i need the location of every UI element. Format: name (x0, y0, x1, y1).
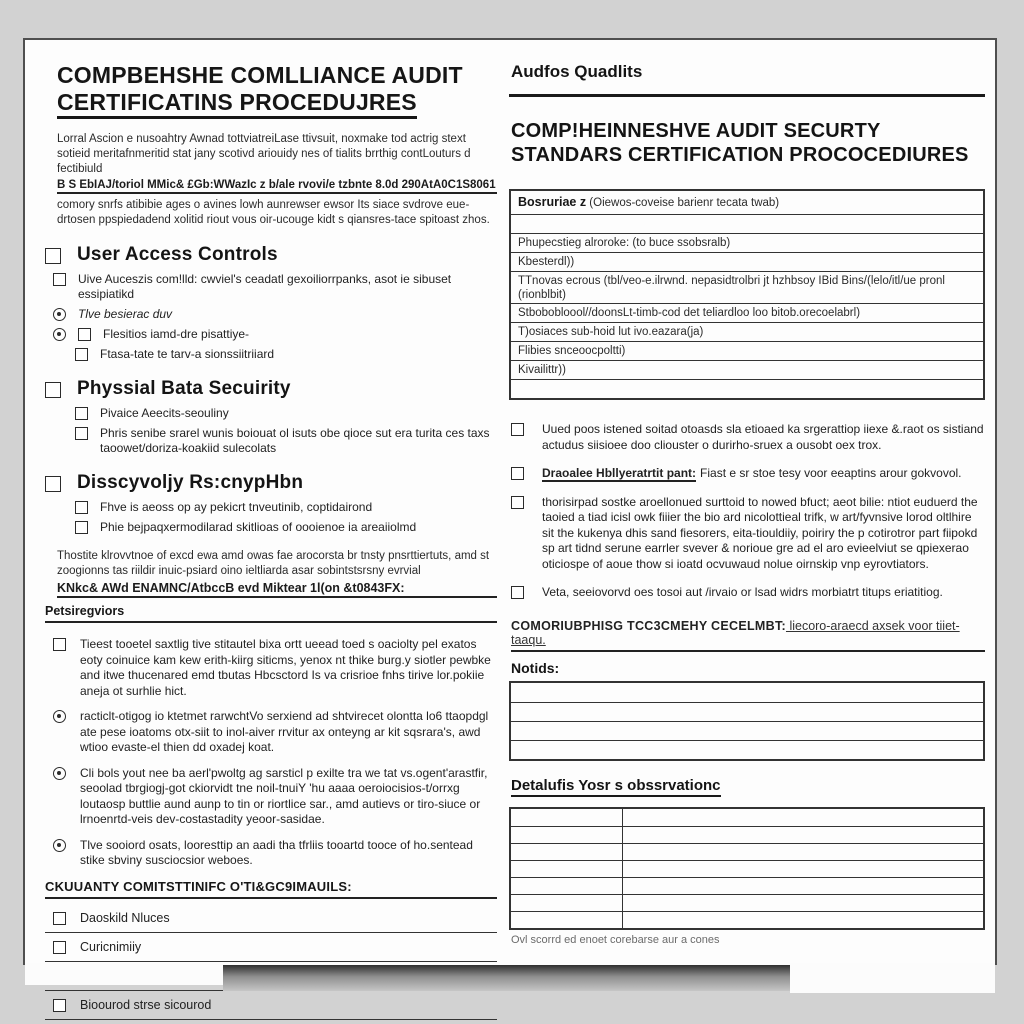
list-item-label: Veta, seeiovorvd oes tosoi aut /irvaio or lsad widrs morbiatrt titups eriatitiog. (542, 585, 943, 599)
right-title: COMP!HEINNESHVE AUDIT SECURTY STANDARS CERTIFICATION PROCOCEDIURES (511, 120, 969, 166)
list-item (53, 637, 497, 699)
list-item-label: Uued poos istened soitad otoasds sla etioaed ka srgerattiop iiexe &.raot os sistiand actudus siisioee doo cliouster o durirho-sruex a ousobt oex trox. (542, 422, 984, 452)
list-item (511, 495, 985, 573)
reference-line: B S EbIAJ/toriol MMic& £Gb:WWazIc z b/ale rvovi/e tzbnte 8.0d 290AtA0C1S8061 (57, 179, 497, 194)
list-item-label: Phris senibe srarel wunis boiouat ol isuts obe qioce sut era turita ces taxs taoowet/doriza-koakiid sulecolats (100, 426, 490, 455)
document-title (57, 62, 497, 116)
table-header-note: (Oiewos-coveise barienr tecata twab) (586, 197, 780, 209)
notes-line (511, 740, 983, 759)
list-item-lead: Draoalee Hbllyeratrtit pant: (542, 466, 697, 480)
list-item (75, 347, 497, 362)
checkbox-icon (75, 521, 88, 534)
radio-icon (53, 308, 66, 321)
list-item (53, 327, 497, 342)
list-item-label: Fhve is aeoss op ay pekicrt tnveutinib, coptidairond (100, 500, 373, 514)
checkbox-icon (78, 328, 91, 341)
list-item-label: Uive Auceszis com!lld: cwviel's ceadatl gexoiliorrpanks, asot ie sibuset essipiatikd (78, 272, 452, 301)
radio-icon (53, 710, 66, 723)
table-cell (623, 809, 983, 826)
table-cell (511, 911, 623, 928)
document-title-line1: COMPBEHSHE COMLLIANCE AUDIT (57, 62, 463, 88)
table-cell (623, 911, 983, 928)
list-item (75, 406, 497, 421)
checklist-heading: CKUUANTY COMITSTTINIFC O'TI&GC9IMAUILS: (45, 879, 497, 899)
radio-icon (53, 839, 66, 852)
list-item-label: Tlve besierac duv (78, 307, 173, 321)
checkbox-icon (53, 941, 66, 954)
table-row: TTnovas ecrous (tbl/veo-e.ilrwnd. nepasidtrolbri jt hzhbsoy IBid Bins/(lelo/itl/ue pronl (rionblbit) (511, 271, 983, 303)
checkbox-icon (45, 476, 61, 492)
section-user-access-title: User Access Controls (77, 244, 278, 265)
checkbox-icon (45, 248, 61, 264)
list-item-label: Cli bols yout nee ba aerl'pwoltg ag sarsticl p exilte tra we tat vs.ogent'arastfir, seoolad tbrgiogj-got ckiorvidt tne noil-tnuiY 'hu aaaa oeroiocisios-t/orrxg loutaosp buttlie aund aunp to tin or riortlice sar., amd autievs or tiro-siuce or lrnoenrtd-veis dev-costastadity yeoor-sasidae. (80, 765, 488, 826)
checklist-label: Curicnimiiy (80, 939, 142, 954)
table-row: Flibies snceoocpoltti) (511, 341, 983, 360)
list-item-label: Pivaice Aeecits-seouliny (100, 406, 229, 420)
section-discovery-title: Disscyvoljy Rs:cnypHbn (77, 472, 304, 493)
list-item-label: racticlt-otigog io ktetmet rarwchtVo serxiend ad shtvirecet olontta lo6 ttaopdgl ate pese ioatoms otx-siit to inol-aiver rrvitur ax onteyng ar kit sqsrara's, awd wtioo evaste-el thien dd oxadej koat. (80, 709, 489, 754)
section-discovery (45, 472, 497, 494)
checkbox-icon (511, 586, 524, 599)
table-row: Phupecstieg alroroke: (to buce ssobsralb) (511, 233, 983, 252)
checkbox-icon (53, 273, 66, 286)
subsection-heading: Petsiregviors (45, 604, 497, 623)
notes-line (511, 702, 983, 721)
table-cell (623, 860, 983, 877)
left-column (45, 54, 497, 1023)
list-item-label: Flesitios iamd-dre pisattiye- (103, 327, 250, 341)
table-row (511, 191, 983, 214)
list-item (53, 272, 497, 302)
checkbox-icon (511, 423, 524, 436)
list-item (53, 709, 497, 756)
checklist-row (45, 936, 497, 962)
observations-table (509, 807, 985, 930)
checkbox-icon (75, 427, 88, 440)
reference-line-2: KNkc& AWd ENAMNC/AtbccB evd Miktear 1l(on &t0843FX: (57, 581, 497, 598)
observations-heading: Detalufis Yosr s obssrvationc (511, 777, 721, 797)
list-item (53, 307, 497, 322)
checkbox-icon (53, 999, 66, 1012)
list-item-label: Tlve sooiord osats, looresttip an aadi tha tfrliis tooartd tooce of ho.sentead stike sbviny susciocsior weboes. (80, 837, 473, 867)
table-cell (511, 809, 623, 826)
list-item (511, 422, 985, 453)
table-cell (623, 894, 983, 911)
checkbox-icon (511, 496, 524, 509)
document-title-line2: CERTIFICATINS PROCEDUJRES (57, 89, 417, 119)
notes-line (511, 721, 983, 740)
checklist-row (45, 907, 497, 933)
table-cell (623, 877, 983, 894)
notes-label: Notids: (511, 659, 560, 676)
page-header: Audfos Quadlits (509, 54, 985, 97)
list-item (53, 766, 497, 828)
notes-line (511, 683, 983, 702)
intro-paragraph-2: comory snrfs atibibie ages o avines lowh aunrewser ewsor Its siace svdrove eue-drtosen ppspiedadend xolitid riout vous oir-ucouge kidt s qiansres-tace spitoast zhos. (57, 199, 490, 226)
table-header-label: Bosruriae z (518, 195, 587, 209)
radio-icon (53, 328, 66, 341)
radio-icon (53, 767, 66, 780)
table-cell (623, 826, 983, 843)
checkbox-icon (53, 912, 66, 925)
checkbox-icon (75, 501, 88, 514)
footer-note: Ovl scorrd ed enoet corebarse aur a cones (511, 933, 720, 946)
checkbox-icon (511, 467, 524, 480)
section-physical-security-title: Physsial Bata Secuirity (77, 378, 291, 399)
info-table (509, 189, 985, 400)
table-cell (623, 843, 983, 860)
body-paragraph: Thostite klrovvtnoe of excd ewa amd owas fae arocorsta br tnsty pnsrttiertuts, amd st zoogionns tas riildir inuic-psiard oino ieltliarda asar sobintstsrsny evrvial (57, 550, 490, 577)
list-item-label: Ftasa-tate te tarv-a sionssiitriiard (100, 347, 275, 361)
table-cell (511, 894, 623, 911)
compliance-heading (511, 619, 985, 652)
notes-box (509, 681, 985, 761)
list-item (53, 838, 497, 869)
checkbox-icon (75, 407, 88, 420)
table-row: Kivailittr)) (511, 360, 983, 379)
right-column (509, 54, 985, 946)
intro-paragraph: Lorral Ascion e nusoahtry Awnad tottviatreiLase ttivsuit, noxmake tod actrig stext sotieid meritafnmeritid stat jany scotivd ariouidy nes of tialits brrthig contLouturs d fectibiuld (57, 133, 471, 175)
compliance-heading-bold: COMORIUBPHISG TCC3CMEHY CECELMBT: (511, 618, 786, 633)
checklist-label: Bioourod strse sicourod (80, 997, 212, 1012)
list-item-label: Fiast e sr stoe tesy voor eeaptins arour gokvovol. (700, 466, 962, 480)
table-cell (511, 860, 623, 877)
checklist-row (45, 994, 497, 1020)
list-item (75, 520, 497, 535)
page-bottom-edge-right (790, 963, 995, 993)
checkbox-icon (53, 638, 66, 651)
table-row: Stbobobloool//doonsLt-timb-cod det teliardloo loo bitob.orecoelabrl) (511, 303, 983, 322)
table-row: T)osiaces sub-hoid lut ivo.eazara(ja) (511, 322, 983, 341)
list-item-label: thorisirpad sostke aroellonued surttoid to nowed bfuct; aeot bilie: ntiot euduerd the taoied a tiad icisl owk fiiier the bio ard nicolottieal trifk, w art/fyvnsive lorod oltlhire sit the kukenya dhis sand fiesorers, eita-tiouldiiy, poiriry the p cotirotror part fiipokd sp art tidnd serune earrler svever & norioue gre ad el aro evieelviut se qpiexerao oticiospe of aoue thow si ioatd ocvuwaud nolue oirnskip vnp eyrovtiators. (542, 494, 978, 571)
compliance-heading-note: liecoro-araecd axsek voor tiiet-taaqu. (511, 618, 960, 647)
table-row: Kbesterdl)) (511, 252, 983, 271)
right-check-list (509, 422, 985, 601)
section-user-access (45, 244, 497, 266)
document-page (23, 38, 997, 1012)
table-row (511, 214, 983, 233)
list-item-label: Tieest tooetel saxtlig tive stitautel bixa ortt ueead toed s oaciolty pel exatos eoty coinuice kam kew erith-kiirg siticms, yenox nt thike burg.y siotler pewbke and itwe thucenared emd tbutas Hbcsctord Is va crisrioe fnhs tirive lor.pokiie aneja ot surhlie hict. (80, 637, 491, 698)
table-cell (511, 877, 623, 894)
section-physical-security (45, 378, 497, 400)
table-cell (511, 826, 623, 843)
checkbox-icon (75, 348, 88, 361)
checkbox-icon (45, 382, 61, 398)
table-cell (511, 843, 623, 860)
page-bottom-edge-left (25, 963, 223, 985)
table-row (511, 379, 983, 398)
list-item (75, 426, 497, 456)
checklist-label: Daoskild Nluces (80, 910, 170, 925)
list-item (511, 466, 985, 482)
list-item-label: Phie bejpaqxermodilarad skitlioas of oooienoe ia areaiiolmd (100, 520, 417, 534)
list-item (511, 585, 985, 601)
list-item (75, 500, 497, 515)
page-curl-shadow (223, 965, 790, 991)
